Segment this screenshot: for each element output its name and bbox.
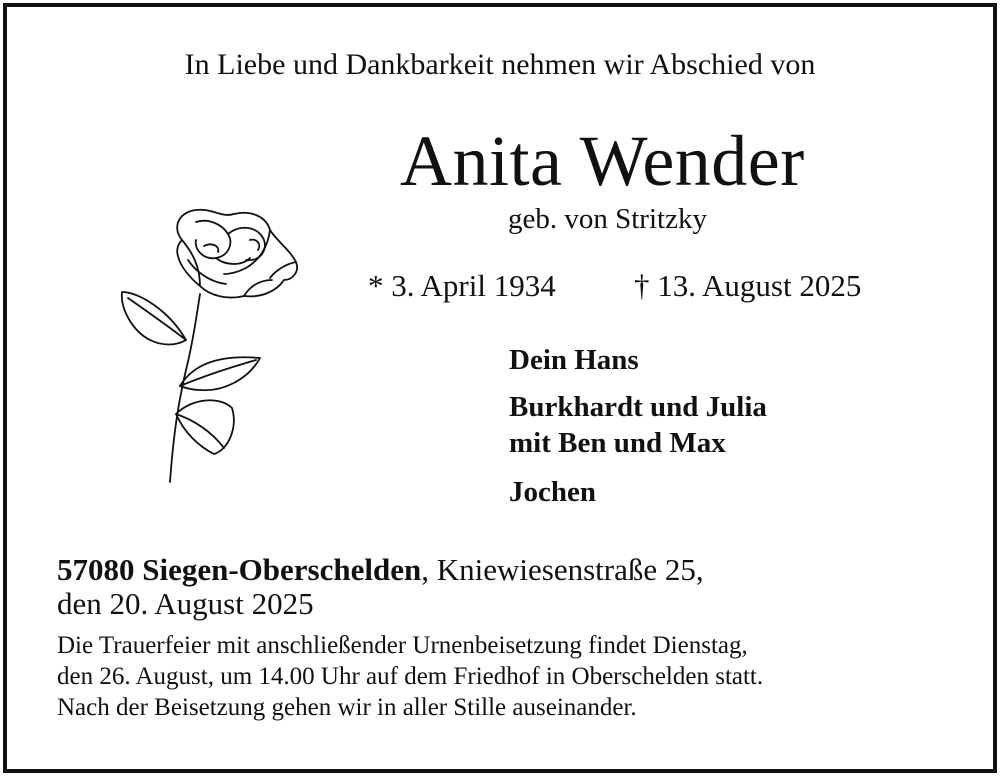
mourner-line: Burkhardt und Julia: [509, 391, 767, 423]
intro-text: In Liebe und Dankbarkeit nehmen wir Abschied von: [184, 48, 816, 81]
notice-date: den 20. August 2025: [57, 586, 314, 621]
address-line: [57, 552, 704, 588]
birth-date: * 3. April 1934: [368, 268, 556, 303]
deceased-name: Anita Wender: [400, 121, 805, 201]
maiden-name: geb. von Stritzky: [508, 203, 707, 235]
mourner-line: Dein Hans: [509, 344, 639, 376]
mourner-line: Jochen: [509, 476, 596, 508]
notice-line: den 26. August, um 14.00 Uhr auf dem Friedhof in Oberschelden statt.: [57, 663, 764, 690]
death-date: † 13. August 2025: [634, 268, 862, 303]
address-location: 57080 Siegen-Oberschelden: [57, 552, 422, 587]
mourner-line: mit Ben und Max: [509, 427, 726, 459]
notice-line: Nach der Beisetzung gehen wir in aller Stille auseinander.: [57, 694, 637, 721]
notice-line: Die Trauerfeier mit anschließender Urnenbeisetzung findet Dienstag,: [57, 632, 748, 659]
rose-icon: [100, 200, 310, 490]
address-street: , Kniewiesenstraße 25,: [421, 552, 704, 587]
